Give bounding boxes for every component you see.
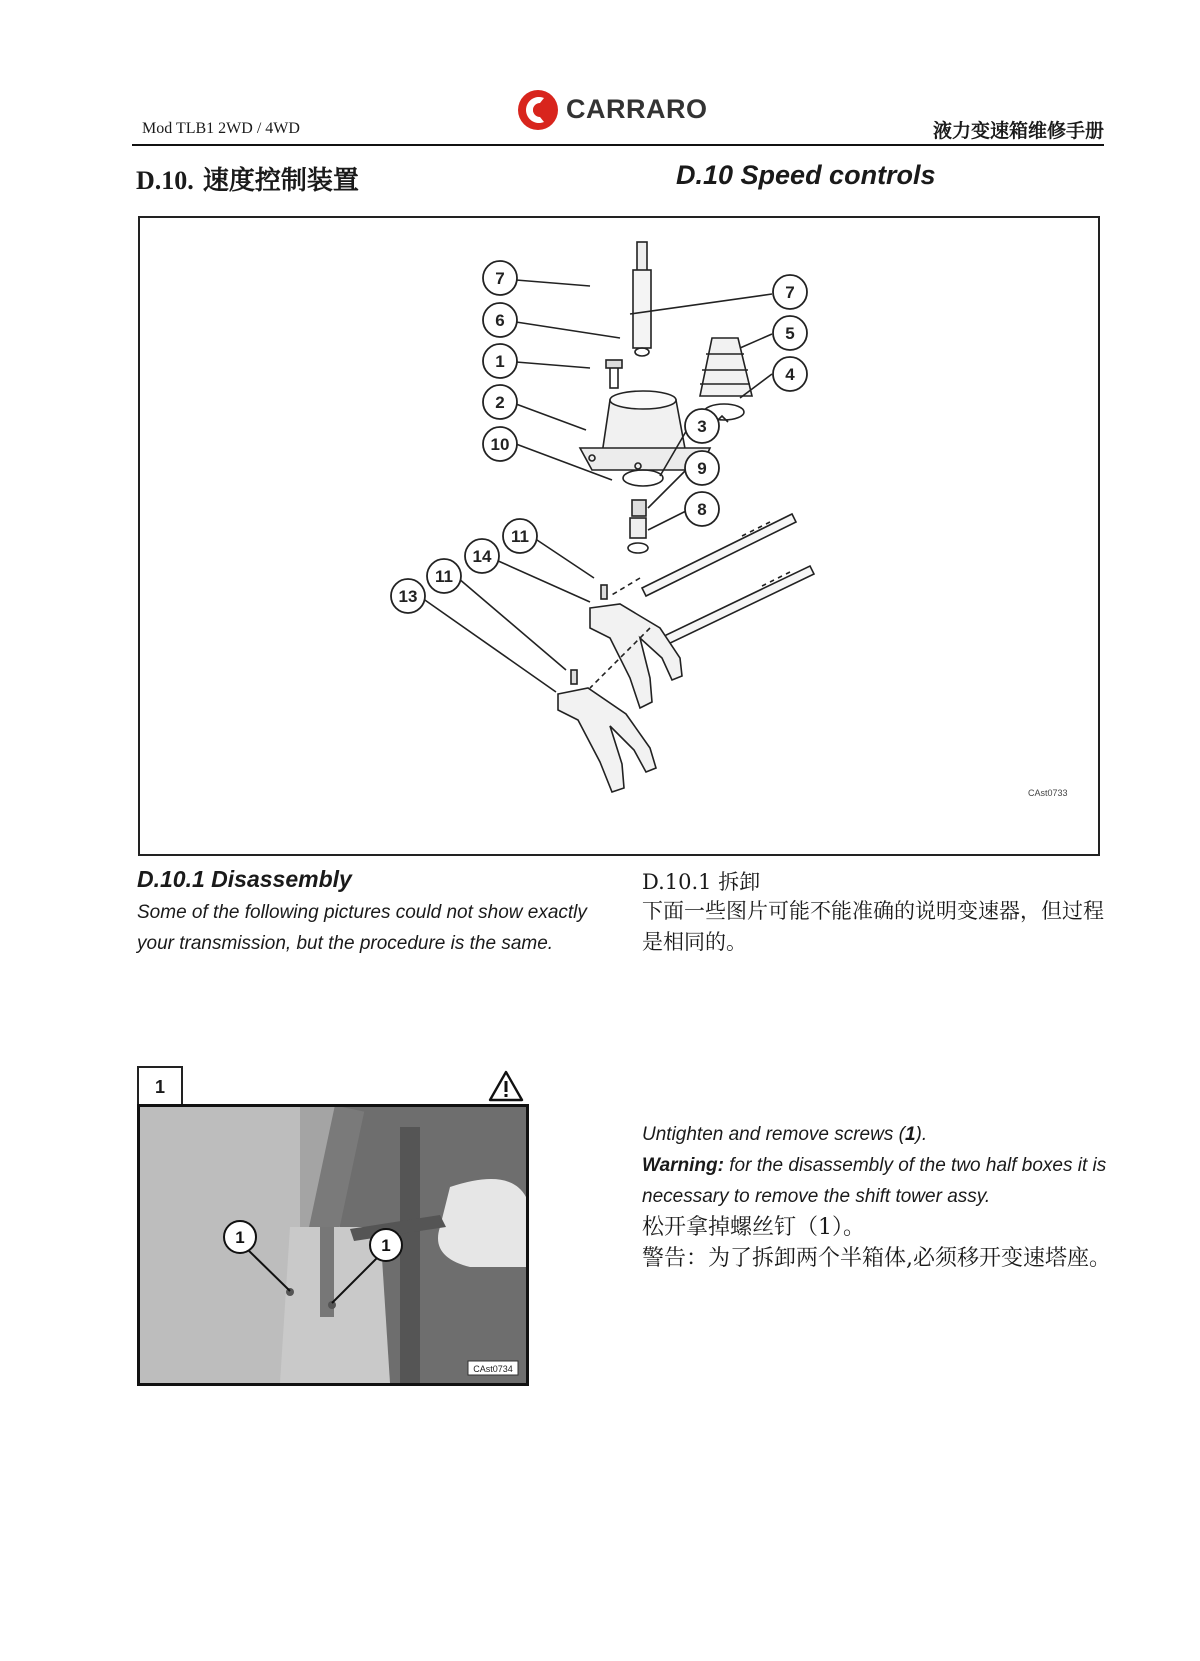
callout-3 [685, 409, 719, 443]
disassembly-title-cn: D.10.1 拆卸 [642, 870, 761, 894]
svg-text:10: 10 [490, 435, 510, 454]
disassembly-title-en: D.10.1 Disassembly [137, 866, 352, 892]
svg-text:4: 4 [785, 365, 795, 384]
svg-text:8: 8 [697, 500, 707, 519]
exploded-diagram [138, 216, 1100, 856]
svg-text:9: 9 [697, 459, 707, 478]
callout-14 [465, 539, 499, 573]
callout-11a [503, 519, 537, 553]
svg-text:5: 5 [785, 324, 795, 343]
svg-text:1: 1 [381, 1236, 391, 1255]
svg-text:2: 2 [495, 393, 505, 412]
warning-label: Warning: [642, 1155, 724, 1176]
photo-callout-1b [370, 1229, 402, 1261]
callout-6 [483, 303, 517, 337]
warning-line: Warning: for the disassembly of the two half boxes it is necessary to remove the shift tower assy. [642, 1155, 1107, 1207]
cn-warning: 警告：为了拆卸两个半箱体,必须移开变速塔座。 [642, 1246, 1111, 1271]
callout-4 [773, 357, 807, 391]
photo-ref-code: CAst0734 [473, 1364, 513, 1374]
step-instruction-cn [642, 1212, 1112, 1274]
disassembly-body-cn: 下面一些图片可能不能准确的说明变速器，但过程是相同的。 [642, 899, 1104, 954]
svg-text:6: 6 [495, 311, 505, 330]
callout-9 [685, 451, 719, 485]
section-title-en: D.10 Speed controls [676, 160, 936, 190]
svg-text:14: 14 [472, 547, 492, 566]
section-title-cn-text: 速度控制装置 [202, 166, 359, 196]
svg-text:3: 3 [697, 417, 707, 436]
disassembly-body-en: Some of the following pictures could not show exactly your transmission, but the procedure is the same. [137, 902, 587, 954]
photo-callout-1a [224, 1221, 256, 1253]
svg-text:7: 7 [785, 283, 795, 302]
manual-title: 液力变速箱维修手册 [932, 120, 1104, 142]
step-number: 1 [137, 1066, 183, 1106]
callout-5 [773, 316, 807, 350]
exploded-diagram-drawing [140, 218, 1098, 854]
diagram-ref-code: CAst0733 [1028, 788, 1068, 798]
brand-name: CARRARO [566, 94, 708, 124]
callout-13 [391, 579, 425, 613]
section-number: D.10. [136, 166, 194, 195]
callout-7b [773, 275, 807, 309]
callout-10 [483, 427, 517, 461]
svg-text:11: 11 [511, 527, 529, 546]
svg-text:11: 11 [435, 567, 453, 586]
callout-8 [685, 492, 719, 526]
svg-text:1: 1 [495, 352, 505, 371]
callout-2 [483, 385, 517, 419]
carraro-logo [516, 88, 706, 132]
callout-7a [483, 261, 517, 295]
callout-11b [427, 559, 461, 593]
step-instruction-en [642, 1119, 1112, 1212]
remove-screws-line: Untighten and remove screws (1). [642, 1124, 928, 1145]
step-photo [137, 1104, 529, 1386]
section-title-cn [136, 160, 359, 197]
svg-text:1: 1 [235, 1228, 245, 1247]
warning-triangle-icon [488, 1070, 524, 1102]
header-rule [132, 144, 1104, 146]
callout-1 [483, 344, 517, 378]
model-label: Mod TLB1 2WD / 4WD [142, 120, 300, 137]
cn-instruction: 松开拿掉螺丝钉（1）。 [642, 1215, 865, 1240]
svg-text:7: 7 [495, 269, 505, 288]
svg-text:13: 13 [398, 587, 418, 606]
